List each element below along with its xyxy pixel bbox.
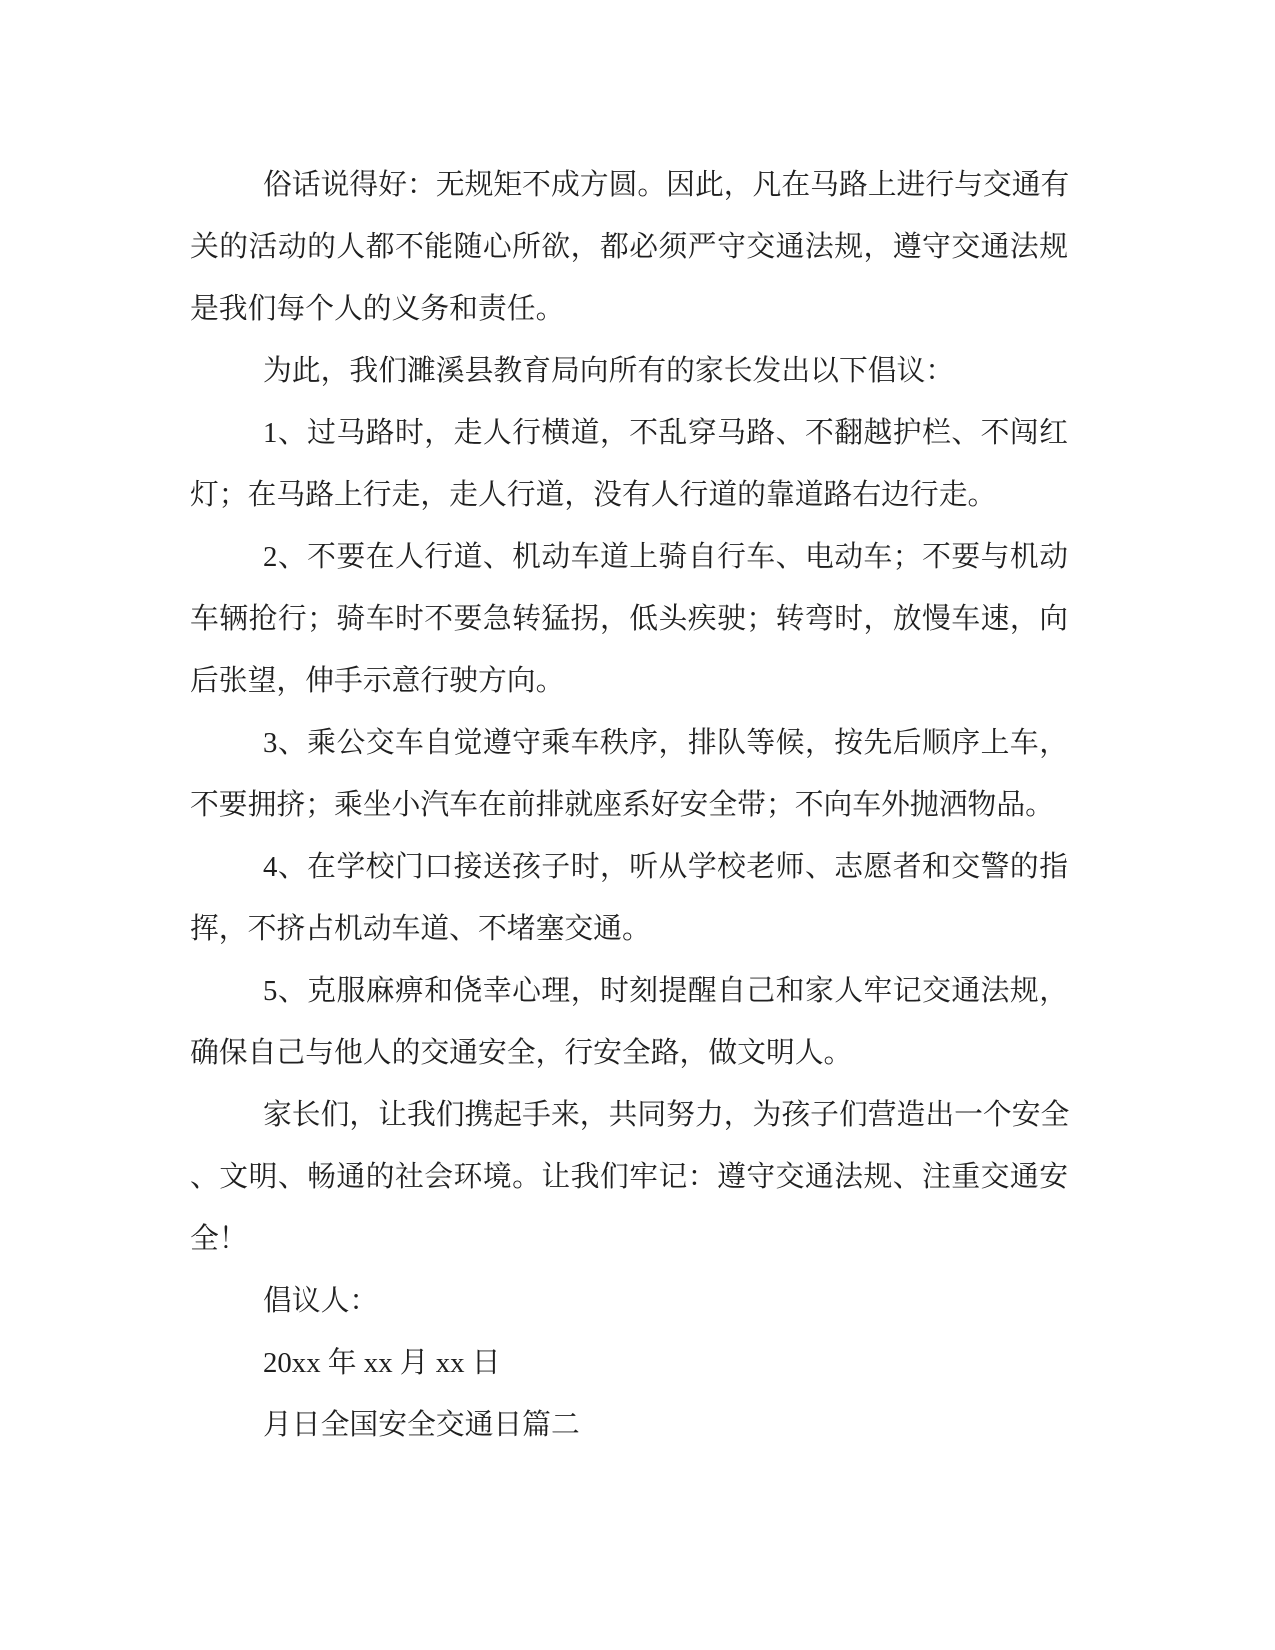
paragraph <box>190 340 1068 402</box>
text-line: 全！ <box>190 1223 248 1255</box>
paragraph <box>190 712 1068 836</box>
text-line: 倡议人： <box>263 1285 379 1317</box>
text-line: 不要拥挤；乘坐小汽车在前排就座系好安全带；不向车外抛洒物品。 <box>190 789 1054 821</box>
text-line: 2、不要在人行道、机动车道上骑自行车、电动车；不要与机动 <box>263 541 1068 573</box>
paragraph <box>190 402 1068 526</box>
text-line: 挥，不挤占机动车道、不堵塞交通。 <box>190 913 651 945</box>
text-line: 灯；在马路上行走，走人行道，没有人行道的靠道路右边行走。 <box>190 479 997 511</box>
paragraph <box>190 526 1068 712</box>
text-line: 20xx 年 xx 月 xx 日 <box>263 1347 501 1379</box>
text-line: 后张望，伸手示意行驶方向。 <box>190 665 565 697</box>
text-line: 家长们，让我们携起手来，共同努力，为孩子们营造出一个安全 <box>263 1099 1070 1131</box>
text-line: 车辆抢行；骑车时不要急转猛拐，低头疾驶；转弯时，放慢车速，向 <box>190 603 1068 635</box>
text-line: 3、乘公交车自觉遵守乘车秩序，排队等候，按先后顺序上车， <box>263 727 1068 759</box>
text-line: 1、过马路时，走人行横道，不乱穿马路、不翻越护栏、不闯红 <box>263 417 1068 449</box>
text-line: 5、克服麻痹和侥幸心理，时刻提醒自己和家人牢记交通法规， <box>263 975 1068 1007</box>
text-line: 是我们每个人的义务和责任。 <box>190 293 565 325</box>
text-line: 为此，我们濉溪县教育局向所有的家长发出以下倡议： <box>263 355 955 387</box>
text-line: 俗话说得好：无规矩不成方圆。因此，凡在马路上进行与交通有 <box>263 169 1070 201</box>
text-line: 关的活动的人都不能随心所欲，都必须严守交通法规，遵守交通法规 <box>190 231 1068 263</box>
paragraph <box>190 1270 1068 1332</box>
paragraph <box>190 1394 1068 1456</box>
text-line: 月日全国安全交通日篇二 <box>263 1409 580 1441</box>
paragraph <box>190 1084 1068 1270</box>
document-body <box>190 154 1068 1456</box>
text-line: 4、在学校门口接送孩子时，听从学校老师、志愿者和交警的指 <box>263 851 1068 883</box>
paragraph <box>190 154 1068 340</box>
paragraph <box>190 1332 1068 1394</box>
paragraph <box>190 960 1068 1084</box>
text-line: 、文明、畅通的社会环境。让我们牢记：遵守交通法规、注重交通安 <box>190 1161 1068 1193</box>
text-line: 确保自己与他人的交通安全，行安全路，做文明人。 <box>190 1037 853 1069</box>
paragraph <box>190 836 1068 960</box>
